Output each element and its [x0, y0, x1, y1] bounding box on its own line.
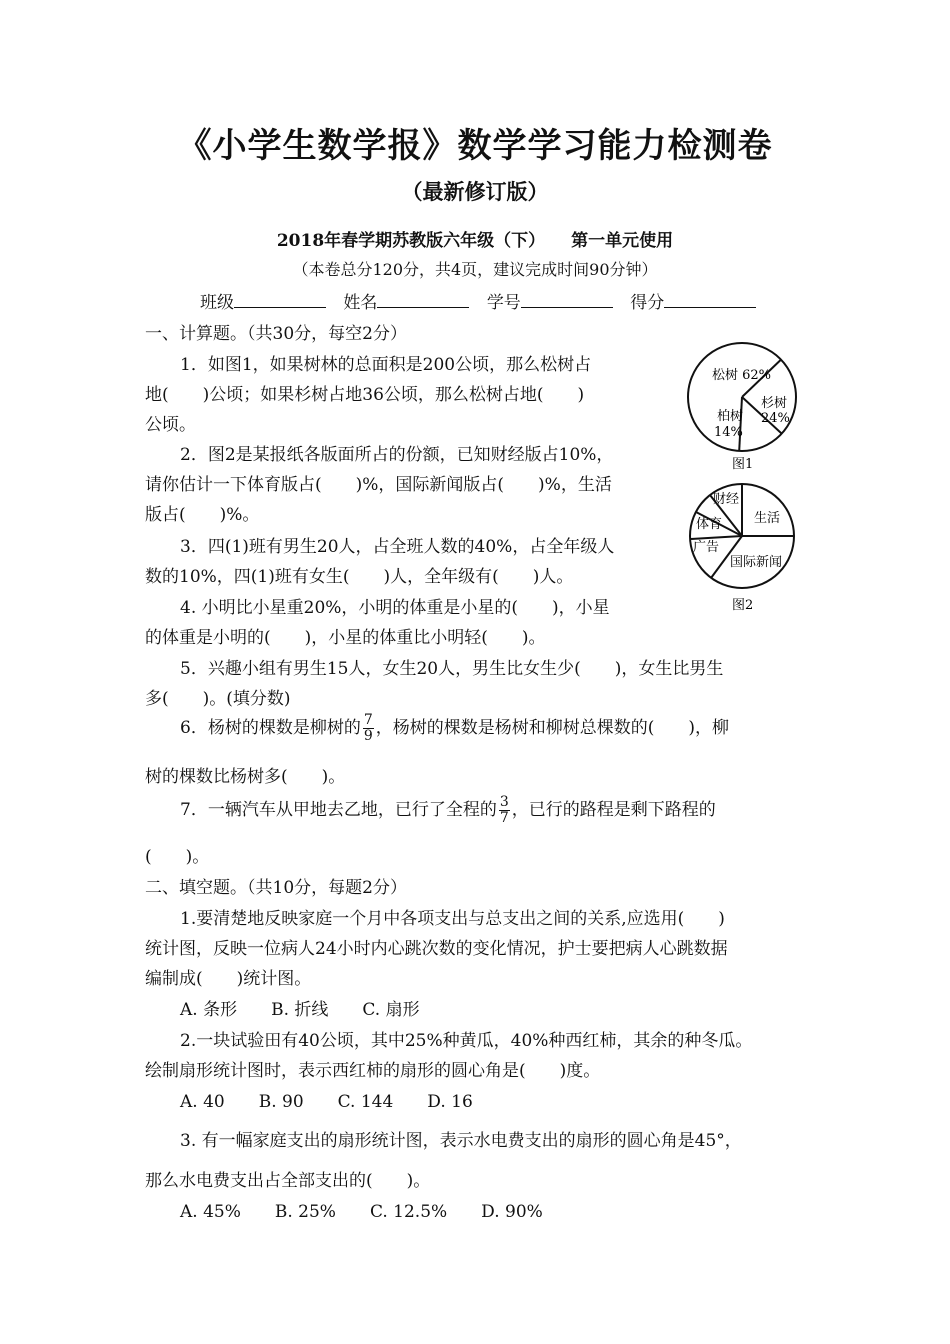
- question-line: 编制成( )统计图。: [145, 969, 312, 989]
- figure-1-pie-chart: [680, 335, 805, 475]
- question-line: 5．兴趣小组有男生15人，女生20人，男生比女生少( )，女生比男生: [180, 659, 724, 679]
- question-line: 统计图，反映一位病人24小时内心跳次数的变化情况，护士要把病人心跳数据: [145, 939, 728, 959]
- question-line: 公顷。: [145, 415, 196, 435]
- pie-slice-boundary: [691, 536, 742, 539]
- question-line: 版占( )%。: [145, 505, 260, 525]
- slice-label-fir: 杉树: [761, 396, 788, 411]
- question-line: 2.一块试验田有40公顷，其中25%种黄瓜，40%种西红柿，其余的种冬瓜。: [180, 1031, 753, 1051]
- question-line: 2．图2是某报纸各版面所占的份额，已知财经版占10%，: [180, 445, 614, 465]
- edition-grade: 2018年春学期苏教版六年级（下）: [276, 231, 546, 251]
- section-2-heading: 二、填空题。（共10分，每题2分）: [145, 878, 407, 898]
- question-line: 4. 小明比小星重20%，小明的体重是小星的( )，小星: [180, 598, 610, 618]
- slice-label-finance: 财经: [713, 492, 740, 507]
- question-line: 请你估计一下体育版占( )%，国际新闻版占( )%，生活: [145, 475, 612, 495]
- slice-label-intl-news: 国际新闻: [730, 555, 783, 570]
- question-line: 那么水电费支出占全部支出的( )。: [145, 1171, 431, 1191]
- figure-1-caption: 图1: [732, 457, 754, 472]
- question-line: 3．四(1)班有男生20人，占全班人数的40%，占全年级人: [180, 537, 615, 557]
- question-line: 多( )。(填分数): [145, 689, 291, 709]
- question-line: 树的棵数比杨树多( )。: [145, 767, 346, 787]
- fraction: $\frac{3}{7}$: [499, 794, 509, 826]
- field-class[interactable]: 班级: [200, 288, 326, 313]
- slice-label-sports: 体育: [696, 517, 723, 532]
- answer-options: A. 条形 B. 折线 C. 扇形: [180, 1000, 420, 1020]
- edition-line: [0, 226, 950, 251]
- field-name[interactable]: 姓名: [343, 288, 469, 313]
- fraction: $\frac{7}{9}$: [363, 712, 373, 744]
- slice-label-cypress: 柏树: [717, 409, 744, 424]
- answer-options: A. 40 B. 90 C. 144 D. 16: [180, 1092, 473, 1112]
- question-line: 1．如图1，如果树林的总面积是200公顷，那么松树占: [180, 355, 592, 375]
- figure-2-pie-chart: [682, 478, 807, 620]
- slice-label-life: 生活: [754, 511, 781, 526]
- field-score[interactable]: 得分: [630, 288, 756, 313]
- edition-unit: 第一单元使用: [571, 231, 674, 251]
- exam-note: （本卷总分120分，共4页，建议完成时间90分钟）: [292, 260, 658, 279]
- slice-label-fir-pct: 24%: [761, 411, 790, 426]
- question-line: 地( )公顷；如果杉树占地36公顷，那么松树占地( ): [145, 385, 585, 405]
- question-line: ( )。: [145, 847, 210, 867]
- slice-label-ads: 广告: [693, 540, 720, 555]
- question-6-line: 6．杨树的棵数是柳树的 $\frac{7}{9}$ ，杨树的棵数是杨树和柳树总棵数的( )，柳: [180, 712, 730, 744]
- question-line: 绘制扇形统计图时，表示西红柿的扇形的圆心角是( )度。: [145, 1061, 601, 1081]
- question-line: 3. 有一幅家庭支出的扇形统计图，表示水电费支出的扇形的圆心角是45°，: [180, 1131, 742, 1151]
- question-line: 数的10%，四(1)班有女生( )人，全年级有( )人。: [145, 567, 574, 587]
- field-student-id[interactable]: 学号: [487, 288, 613, 313]
- page-subtitle: （最新修订版）: [401, 179, 549, 204]
- answer-options: A. 45% B. 25% C. 12.5% D. 90%: [180, 1202, 543, 1222]
- question-line: 的体重是小明的( )，小星的体重比小明轻( )。: [145, 628, 546, 648]
- page-title: 《小学生数学报》数学学习能力检测卷: [177, 126, 773, 166]
- slice-label-pine: 松树 62%: [712, 368, 772, 383]
- question-7-line: 7．一辆汽车从甲地去乙地，已行了全程的 $\frac{3}{7}$ ，已行的路程是剩下路程的: [180, 794, 716, 826]
- section-1-heading: 一、计算题。（共30分，每空2分）: [145, 324, 407, 344]
- figure-2-caption: 图2: [732, 598, 754, 613]
- student-info-fields: [200, 288, 768, 313]
- slice-label-cypress-pct: 14%: [714, 425, 743, 440]
- question-line: 1.要清楚地反映家庭一个月中各项支出与总支出之间的关系,应选用( ): [180, 909, 725, 929]
